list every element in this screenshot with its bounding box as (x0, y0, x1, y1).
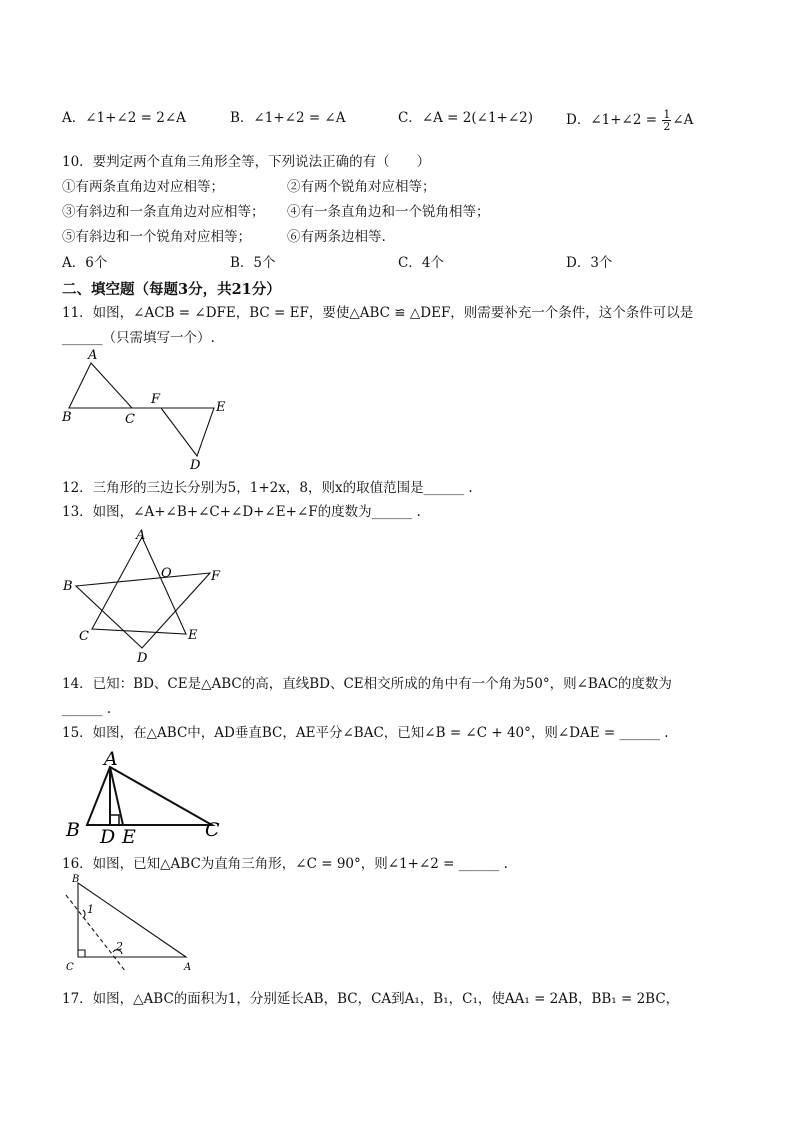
fig15-label-e: E (122, 826, 136, 845)
fig11-label-c: C (125, 412, 135, 427)
fig11-label-d: D (190, 458, 201, 473)
q10-option-b: B．5个 (230, 255, 276, 271)
fig15-label-a: A (104, 748, 118, 770)
q9-option-a: A．∠1+∠2 = 2∠A (62, 110, 186, 126)
fig16-label-2: 2 (116, 940, 123, 953)
fig13-label-c: C (79, 629, 89, 644)
q9-option-d-angle: ∠A (672, 112, 694, 128)
q9-option-b: B．∠1+∠2 = ∠A (230, 110, 346, 126)
bisector-ae (110, 767, 123, 825)
q15-text: 15．如图，在△ABC中，AD垂直BC，AE平分∠BAC，已知∠B = ∠C + 40°，则∠DAE = ______ . (62, 725, 669, 741)
fig15-label-b: B (66, 819, 80, 841)
triangle-fed (161, 408, 214, 456)
figure-q13 (58, 522, 238, 666)
q10-option-c: C．4个 (398, 255, 444, 271)
fig11-label-b: B (62, 410, 72, 425)
figure-q15 (60, 745, 240, 845)
figure-q16 (58, 870, 208, 978)
fig11-label-f: F (151, 392, 161, 407)
fig13-label-o: O (161, 566, 172, 581)
fig13-label-b: B (63, 579, 73, 594)
q13-text: 13．如图，∠A+∠B+∠C+∠D+∠E+∠F的度数为______ . (62, 504, 421, 520)
q10-item-1: ①有两条直角边对应相等； (62, 179, 224, 195)
triangle-abc (69, 363, 132, 408)
q12-text: 12．三角形的三边长分别为5，1+2x，8，则x的取值范围是______ . (62, 480, 473, 496)
fig11-label-e: E (216, 400, 226, 415)
fig15-label-d: D (100, 826, 116, 845)
q9-option-d (566, 109, 693, 132)
fig16-label-b: B (72, 874, 80, 885)
fig13-label-f: F (211, 569, 221, 584)
q10-item-2: ②有两个锐角对应相等； (287, 179, 436, 195)
fraction-denominator: 2 (663, 120, 671, 133)
angle-1-arc (83, 910, 85, 918)
dashed-line (66, 895, 126, 972)
fig16-label-1: 1 (87, 903, 94, 916)
fig16-label-a: A (184, 962, 192, 973)
q11-line-1: 11．如图，∠ACB = ∠DFE，BC = EF，要使△ABC ≌ △DEF，则需要补充一个条件，这个条件可以是 (62, 305, 694, 321)
fig13-label-d: D (137, 651, 148, 666)
q9-option-d-text: D．∠1+∠2 = (566, 112, 662, 128)
q10-option-a: A．6个 (62, 255, 108, 271)
q9-option-d-fraction (662, 109, 671, 132)
q10-item-3: ③有斜边和一条直角边对应相等； (62, 204, 265, 220)
right-angle-mark (78, 950, 85, 957)
fig13-label-a: A (136, 528, 146, 543)
triangle-abc (87, 767, 212, 825)
q10-item-5: ⑤有斜边和一个锐角对应相等； (62, 229, 251, 245)
triangle-ace (92, 537, 186, 634)
q11-line-2: ______（只需填写一个）. (62, 330, 215, 346)
triangle-bca (78, 883, 186, 957)
q10-option-d: D．3个 (566, 255, 613, 271)
figure-q11 (58, 345, 238, 473)
q14-line-1: 14．已知：BD、CE是△ABC的高，直线BD、CE相交所成的角中有一个角为50°，则∠BAC的度数为 (62, 676, 672, 692)
fig13-label-e: E (188, 628, 198, 643)
right-angle-mark (110, 815, 119, 825)
q10-stem: 10．要判定两个直角三角形全等，下列说法正确的有（ ） (62, 154, 431, 170)
q14-line-2: ______ . (62, 701, 112, 717)
section-title: 二、填空题（每题3分，共21分） (62, 281, 281, 298)
fig15-label-c: C (205, 819, 220, 841)
q17-text: 17．如图，△ABC的面积为1，分别延长AB，BC，CA到A₁，B₁，C₁，使AA₁ = 2AB，BB₁ = 2BC， (62, 991, 680, 1007)
q10-item-6: ⑥有两条边相等. (287, 229, 386, 245)
q9-option-c: C．∠A = 2(∠1+∠2) (398, 110, 534, 126)
fraction-numerator: 1 (663, 108, 671, 121)
fig16-label-c: C (66, 962, 74, 973)
fig11-label-a: A (88, 348, 98, 363)
q10-item-4: ④有一条直角边和一个锐角相等； (287, 204, 490, 220)
q16-text: 16．如图，已知△ABC为直角三角形，∠C = 90°，则∠1+∠2 = ______ . (62, 856, 508, 872)
